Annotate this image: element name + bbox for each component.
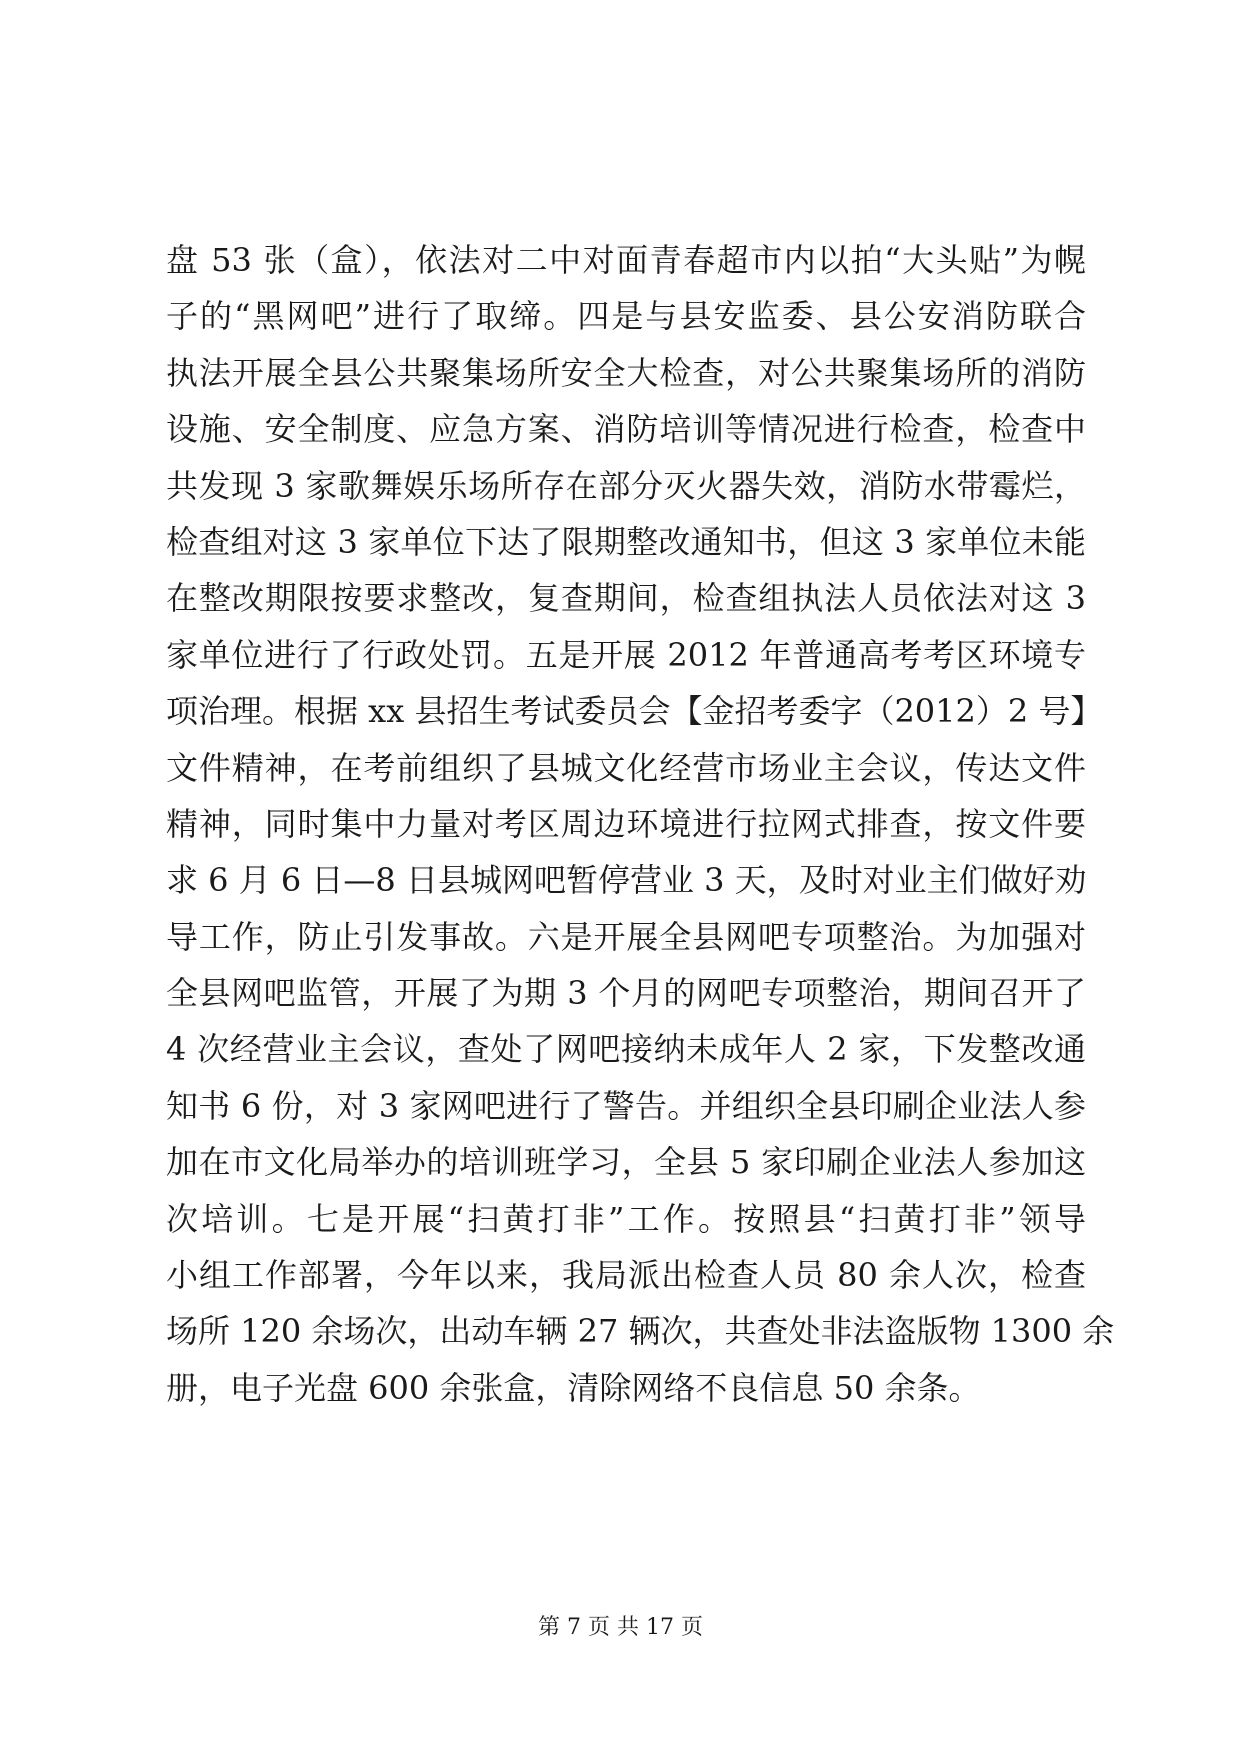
text-line: 在整改期限按要求整改，复查期间，检查组执法人员依法对这 3 [166, 579, 1086, 618]
text-line: 家单位进行了行政处罚。五是开展 2012 年普通高考考区环境专 [166, 635, 1086, 674]
text-line: 小组工作部署，今年以来，我局派出检查人员 80 余人次，检查 [166, 1256, 1086, 1295]
text-line: 4 次经营业主会议，查处了网吧接纳未成年人 2 家，下发整改通 [166, 1030, 1086, 1069]
text-line: 检查组对这 3 家单位下达了限期整改通知书，但这 3 家单位未能 [166, 522, 1086, 561]
text-line: 加在市文化局举办的培训班学习，全县 5 家印刷企业法人参加这 [166, 1143, 1086, 1182]
text-line: 知书 6 份，对 3 家网吧进行了警告。并组织全县印刷企业法人参 [166, 1086, 1086, 1125]
text-line: 场所 120 余场次，出动车辆 27 辆次，共查处非法盗版物 1300 余 [166, 1312, 1115, 1351]
text-line: 执法开展全县公共聚集场所安全大检查，对公共聚集场所的消防 [166, 353, 1086, 392]
body-paragraph [166, 232, 1115, 1416]
text-line: 项治理。根据 xx 县招生考试委员会【金招考委字（2012）2 号】 [166, 692, 1103, 731]
text-line: 子的“黑网吧”进行了取缔。四是与县安监委、县公安消防联合 [166, 297, 1086, 336]
text-line: 全县网吧监管，开展了为期 3 个月的网吧专项整治，期间召开了 [166, 974, 1086, 1013]
text-line: 求 6 月 6 日—8 日县城网吧暂停营业 3 天，及时对业主们做好劝 [166, 861, 1087, 900]
text-line: 次培训。七是开展“扫黄打非”工作。按照县“扫黄打非”领导 [166, 1199, 1086, 1238]
text-line: 册，电子光盘 600 余张盒，清除网络不良信息 50 余条。 [166, 1368, 981, 1407]
text-line: 文件精神，在考前组织了县城文化经营市场业主会议，传达文件 [166, 748, 1086, 787]
page-number-footer: 第 7 页 共 17 页 [538, 1615, 703, 1640]
text-line: 设施、安全制度、应急方案、消防培训等情况进行检查，检查中 [166, 410, 1086, 449]
text-line: 精神，同时集中力量对考区周边环境进行拉网式排查，按文件要 [166, 804, 1086, 843]
text-line: 导工作，防止引发事故。六是开展全县网吧专项整治。为加强对 [166, 917, 1086, 956]
text-line: 盘 53 张（盒），依法对二中对面青春超市内以拍“大头贴”为幌 [166, 241, 1086, 279]
text-line: 共发现 3 家歌舞娱乐场所存在部分灭火器失效，消防水带霉烂， [166, 466, 1086, 505]
